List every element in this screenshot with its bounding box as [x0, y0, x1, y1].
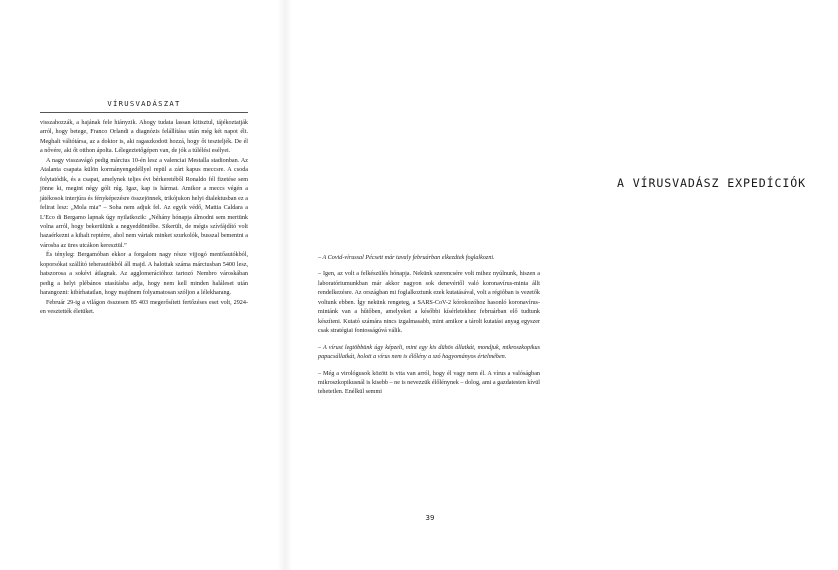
interview-question: – A Covid-vírussal Pécsett már tavaly februárban elkezdtek foglalkozni. — [318, 255, 495, 261]
paragraph-spacer — [318, 363, 540, 370]
gutter-shadow — [278, 0, 292, 570]
body-paragraph: És tényleg: Bergamóban ekkor a forgalom nagy része vijjogó mentőautókból, koporsókat szállító teherautókból áll majd. A halottak száma márciusban 5400 lesz, hatszorosa a sokévi átlagnak. Az agglomerációhoz tartozó Nembro városkában pedig a helyi plébános utasításba adja, hogy nem kell minden haláleset után harangozni: kibírhatatlan, hogy majdnem folyamatosan szóljon a lélekharang. — [40, 252, 248, 297]
body-paragraph: visszahozzák, a hajának fele hiányzik. Ahogy tudata lassan kitisztul, tájékoztatják arról, hogy betege, Franco Orlandi a diagnózis felállítása után még két napot élt. Meghalt váltótársa, az a doktor is, aki ragaszkodott hozzá, hogy őt teszteljék. De él a nővére, aki őt otthon ápolta. Lélegeztetőgépen van, de jók a túlélési esélyei. — [40, 120, 248, 155]
paragraph-spacer — [318, 337, 540, 344]
chapter-title: A VÍRUSVADÁSZ EXPEDÍCIÓK — [616, 176, 807, 190]
left-body-text — [40, 119, 248, 318]
right-body-text — [318, 254, 540, 398]
left-page — [0, 0, 285, 570]
interview-question: – A vírust legtöbbünk úgy képzeli, mint egy kis dühös állatkát, mondjuk, mikroszkopikus papucsállatkát, holott a vírus nem is élőlény a szó hagyományos értelmében. — [318, 344, 540, 361]
interview-answer: – Még a virológusok között is vita van arról, hogy él vagy nem él. A vírus a valóságban mikroszkopikusnál is kisebb – ne is nevezzük élőlénynek – dolog, ami a gazdatesten kívül tehetetlen. Enélkül semmi — [318, 370, 540, 396]
body-paragraph: A nagy visszavágó pedig március 10-én lesz a valenciai Mestalla stadionban. Az Atalanta csapata külön kormányengedéllyel repül a zárt kapus meccsre. A csoda folytatódik, és a csapat, amelynek teljes évi bérkeretéből Ronaldo fél fizetése sem jönne ki, megint négy gólt rúg. Igaz, kap is hármat. Amikor a meccs végén a játékosok interjúra és fényképezésre összejönnek, trikójukon helyi dialektusban ez a felirat lesz: „Mola mia” – Soha nem adjuk fel. Az egyik védő, Mattia Caldara a L’Eco di Bergamo lapnak úgy nyilatkozik: „Néhány hónapja álmodni sem mertünk volna arról, hogy bekerülünk a negyeddöntőbe. Sikerült, de mégis szívfájdító volt hazaérkezni a kihalt reptérre, ahol nem vártak minket szurkolók, busszal bementni a városba az üres utcákon keresztül.” — [40, 157, 248, 249]
paragraph-spacer — [318, 263, 540, 270]
page-number: 39 — [425, 513, 435, 522]
running-head-rule — [40, 112, 248, 113]
interview-answer: – Igen, az volt a felkészülés hónapja. Nekünk szerencsére volt mihez nyúlnunk, hiszen a laboratóriumunkban már akkor nagyon sok denevértől való koronavírus-minta állt rendelkezésre. Az országban mi foglalkoztunk ezek kutatásával, volt a régióban is vezetők voltunk ebben. Így nekünk rengeteg, a SARS-CoV-2 kórokozóhoz hasonló koronavírus-mintánk van a hűtőben, amelyeket a későbbi kísérletekhez februárban elő tudtunk készíteni. Kutató számára nincs izgalmasabb, mint amikor a tárolt kutatási anyag egyszer csak stratégiai fontosságúvá válik. — [318, 271, 540, 335]
body-paragraph: Február 29-ig a világon összesen 85 403 megerősített fertőzéses eset volt, 2924-en vesztették életüket. — [40, 299, 248, 316]
running-head: VÍRUSVADÁSZAT — [107, 99, 181, 108]
